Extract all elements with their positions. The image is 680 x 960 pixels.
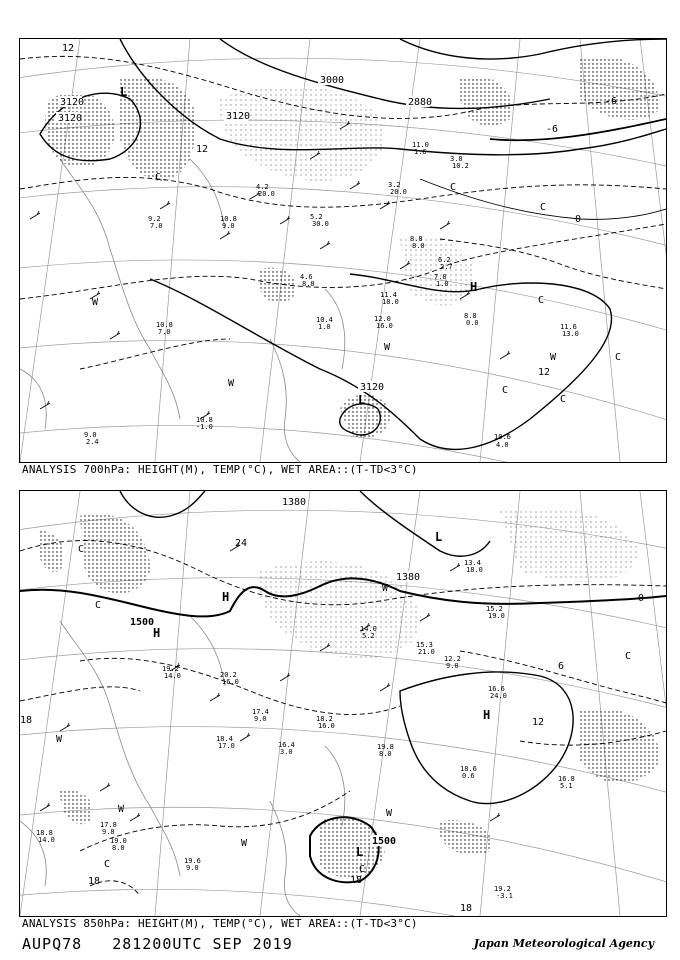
station-value: 6.2 bbox=[438, 256, 451, 264]
station-value: 20.0 bbox=[390, 188, 407, 196]
wet-area-light-850 bbox=[258, 507, 640, 658]
station-value: 19.8 bbox=[377, 743, 394, 751]
map-700hpa-canvas bbox=[20, 39, 666, 462]
station-value: 4.2 bbox=[256, 183, 269, 191]
height-label: 3120 bbox=[360, 382, 385, 393]
height-label: 2880 bbox=[408, 97, 433, 108]
station-value: 18.0 bbox=[466, 566, 483, 574]
cold-mark: C bbox=[95, 600, 102, 611]
station-value: 18.4 bbox=[216, 735, 233, 743]
station-value: 20.0 bbox=[258, 190, 275, 198]
temp-label: 0 bbox=[638, 593, 645, 604]
station-value: 1.0 bbox=[318, 323, 331, 331]
station-value: 4.0 bbox=[496, 441, 509, 449]
station-value: 8.0 bbox=[379, 750, 392, 758]
station-value: 5.2 bbox=[310, 213, 323, 221]
station-value: 7.0 bbox=[158, 328, 171, 336]
station-value: 3.0 bbox=[450, 155, 463, 163]
high-center-marker: H bbox=[470, 280, 478, 294]
height-label: 1500 bbox=[372, 836, 397, 847]
height-label: 3120 bbox=[60, 97, 85, 108]
cold-mark: C bbox=[540, 202, 547, 213]
station-value: 19.6 bbox=[184, 857, 201, 865]
station-value: -1.0 bbox=[196, 423, 213, 431]
station-value: 18.0 bbox=[382, 298, 399, 306]
station-value: 9.0 bbox=[84, 431, 97, 439]
station-value: 17.8 bbox=[100, 821, 117, 829]
temp-label: 12 bbox=[538, 367, 551, 378]
height-label: 1380 bbox=[396, 572, 421, 583]
station-value: 11.6 bbox=[560, 323, 577, 331]
station-value: 14.0 bbox=[164, 672, 181, 680]
map-panel-700hpa bbox=[19, 38, 667, 463]
station-value: 24.0 bbox=[490, 692, 507, 700]
temp-label: 12 bbox=[62, 43, 75, 54]
station-value: 8.8 bbox=[464, 312, 477, 320]
coastline-850 bbox=[20, 616, 345, 916]
station-value: 0.6 bbox=[462, 772, 475, 780]
warm-mark: W bbox=[241, 838, 248, 849]
high-center-marker: H bbox=[483, 708, 491, 722]
station-values-700 bbox=[84, 141, 582, 449]
temp-label: 24 bbox=[235, 538, 248, 549]
station-value: 19.0 bbox=[488, 612, 505, 620]
station-value: 2.4 bbox=[86, 438, 99, 446]
station-value: 1.6 bbox=[414, 148, 427, 156]
station-value: 16.0 bbox=[222, 678, 239, 686]
cold-mark: C bbox=[359, 864, 366, 875]
station-value: 8.8 bbox=[410, 235, 423, 243]
station-value: 10.8 bbox=[220, 215, 237, 223]
warm-mark: W bbox=[550, 352, 557, 363]
warm-mark: W bbox=[382, 583, 389, 594]
warm-mark: W bbox=[386, 808, 393, 819]
station-value: 13.4 bbox=[464, 559, 481, 567]
station-value: 16.0 bbox=[376, 322, 393, 330]
height-label: 3120 bbox=[58, 113, 83, 124]
station-value: 16.4 bbox=[278, 741, 295, 749]
temp-label: 12 bbox=[532, 717, 545, 728]
station-value: 20.2 bbox=[220, 671, 237, 679]
station-value: 9.0 bbox=[446, 662, 459, 670]
warm-mark: W bbox=[92, 297, 99, 308]
station-value: 8.0 bbox=[112, 844, 125, 852]
station-value: -3.1 bbox=[496, 892, 513, 900]
height-label: 3000 bbox=[320, 75, 345, 86]
station-value: 18.2 bbox=[316, 715, 333, 723]
high-center-marker: H bbox=[222, 590, 230, 604]
temp-label: 12 bbox=[196, 144, 209, 155]
map-panel-850hpa bbox=[19, 490, 667, 917]
agency-name: Japan Meteorological Agency bbox=[473, 937, 654, 950]
station-value: 10.8 bbox=[156, 321, 173, 329]
high-center-marker: H bbox=[153, 626, 161, 640]
temp-label: 6 bbox=[558, 661, 565, 672]
station-value: 10.6 bbox=[494, 433, 511, 441]
station-value: 9.8 bbox=[102, 828, 115, 836]
temp-label: 0 bbox=[575, 214, 582, 225]
station-value: 8.8 bbox=[302, 280, 315, 288]
cold-mark: C bbox=[502, 385, 509, 396]
station-value: 14.0 bbox=[38, 836, 55, 844]
station-value: 5.1 bbox=[560, 782, 573, 790]
cold-mark: C bbox=[104, 859, 111, 870]
station-value: 11.0 bbox=[412, 141, 429, 149]
station-value: 9.0 bbox=[254, 715, 267, 723]
station-value: 17.0 bbox=[218, 742, 235, 750]
station-value: 19.0 bbox=[110, 837, 127, 845]
station-value: 7.8 bbox=[434, 273, 447, 281]
map-850hpa-canvas bbox=[20, 491, 666, 916]
temp-label: 18 bbox=[350, 875, 363, 886]
station-value: 5.2 bbox=[362, 632, 375, 640]
station-value: 9.0 bbox=[222, 222, 235, 230]
cold-mark: C bbox=[625, 651, 632, 662]
temp-label: -6 bbox=[546, 124, 559, 135]
station-value: 15.2 bbox=[486, 605, 503, 613]
cold-mark: C bbox=[155, 172, 162, 183]
station-value: 0.0 bbox=[466, 319, 479, 327]
station-value: 11.4 bbox=[380, 291, 397, 299]
station-value: 10.8 bbox=[196, 416, 213, 424]
warm-mark: W bbox=[56, 734, 63, 745]
station-value: 19.2 bbox=[162, 665, 179, 673]
temp-label: 18 bbox=[88, 876, 101, 887]
low-center-marker: L bbox=[356, 845, 364, 859]
station-value: 1.0 bbox=[436, 280, 449, 288]
station-value: 30.0 bbox=[312, 220, 329, 228]
station-value: 17.4 bbox=[252, 708, 269, 716]
cold-mark: C bbox=[78, 544, 85, 555]
station-value: 12.0 bbox=[374, 315, 391, 323]
valid-datetime: 281200UTC SEP 2019 bbox=[112, 935, 293, 953]
cold-mark: C bbox=[615, 352, 622, 363]
station-value: 16.8 bbox=[558, 775, 575, 783]
caption-850hpa: ANALYSIS 850hPa: HEIGHT(M), TEMP(°C), WET AREA::(T-TD<3°C) bbox=[22, 917, 418, 930]
temp-label: -6 bbox=[605, 96, 618, 107]
warm-mark: W bbox=[384, 342, 391, 353]
height-label: 1380 bbox=[282, 497, 307, 508]
low-center-marker: L bbox=[120, 85, 128, 99]
low-center-marker: L bbox=[358, 393, 366, 407]
cold-mark: C bbox=[450, 182, 457, 193]
product-code: AUPQ78 bbox=[22, 935, 83, 953]
station-value: 10.2 bbox=[452, 162, 469, 170]
height-label: 1500 bbox=[130, 617, 155, 628]
station-value: 18.6 bbox=[460, 765, 477, 773]
station-value: 16.6 bbox=[488, 685, 505, 693]
cold-mark: C bbox=[560, 394, 567, 405]
coastline-700 bbox=[20, 159, 345, 462]
station-value: 10.4 bbox=[316, 316, 333, 324]
station-value: 15.3 bbox=[416, 641, 433, 649]
station-value: 3.2 bbox=[388, 181, 401, 189]
station-value: 16.0 bbox=[318, 722, 335, 730]
station-value: 8.0 bbox=[412, 242, 425, 250]
chart-identifier bbox=[22, 935, 323, 953]
station-value: 18.8 bbox=[36, 829, 53, 837]
station-value: 14.0 bbox=[360, 625, 377, 633]
cold-mark: C bbox=[538, 295, 545, 306]
caption-700hpa: ANALYSIS 700hPa: HEIGHT(M), TEMP(°C), WET AREA::(T-TD<3°C) bbox=[22, 463, 418, 476]
station-value: 4.6 bbox=[300, 273, 313, 281]
station-value: 3.0 bbox=[280, 748, 293, 756]
warm-mark: W bbox=[228, 378, 235, 389]
low-center-marker: L bbox=[435, 530, 443, 544]
station-value: 13.0 bbox=[562, 330, 579, 338]
station-value: 2.7 bbox=[440, 263, 453, 271]
warm-mark: W bbox=[118, 804, 125, 815]
height-label: 3120 bbox=[226, 111, 251, 122]
temp-label: 18 bbox=[460, 903, 473, 914]
station-value: 19.2 bbox=[494, 885, 511, 893]
station-value: 21.0 bbox=[418, 648, 435, 656]
station-value: 9.0 bbox=[186, 864, 199, 872]
temp-label: 18 bbox=[20, 715, 33, 726]
station-value: 12.2 bbox=[444, 655, 461, 663]
station-value: 7.0 bbox=[150, 222, 163, 230]
station-value: 9.2 bbox=[148, 215, 161, 223]
